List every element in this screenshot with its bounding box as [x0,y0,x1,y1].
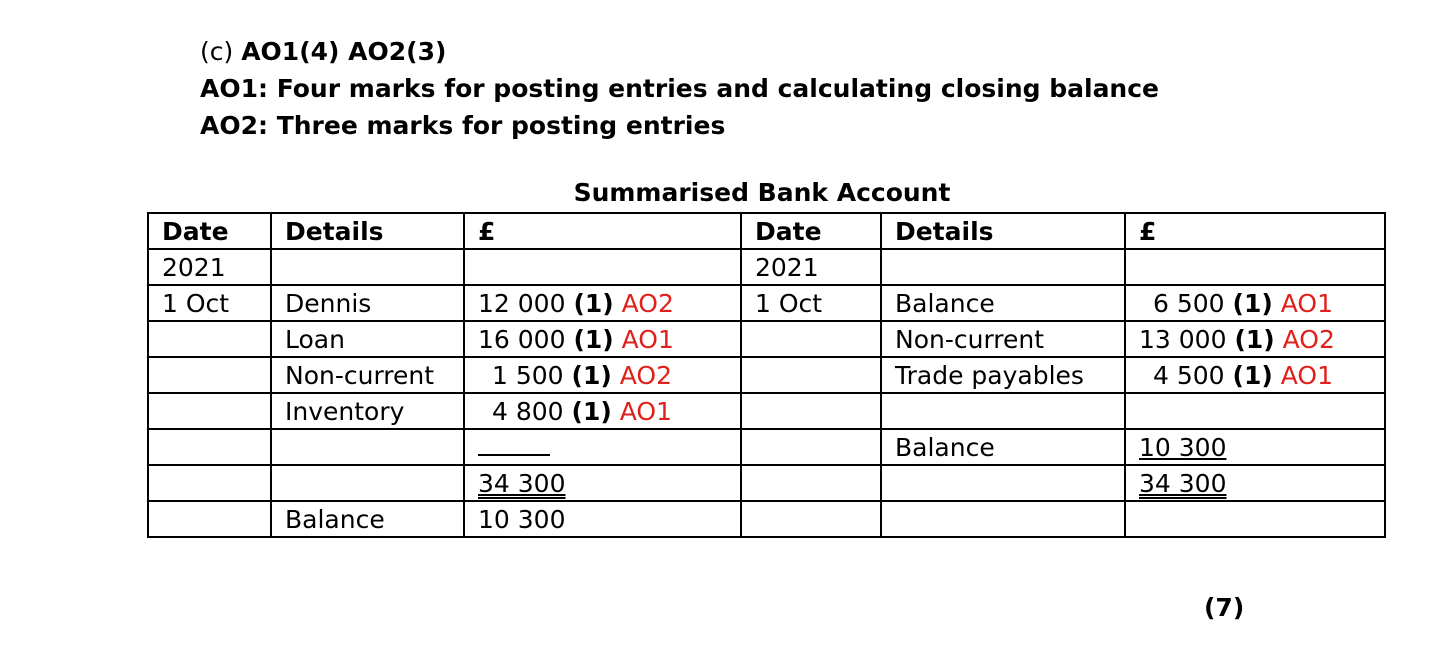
empty-cell [1125,501,1385,537]
empty-cell [1125,249,1385,285]
bank-account-table [147,212,1386,538]
debit-total: 34 300 [464,465,741,501]
header-date-credit: Date [741,213,881,249]
table-row [148,249,1385,285]
empty-cell [881,465,1125,501]
header-amount-credit: £ [1125,213,1385,249]
header-amount-debit: £ [464,213,741,249]
debit-year: 2021 [148,249,271,285]
credit-total: 34 300 [1125,465,1385,501]
debit-details: Non-current [271,357,464,393]
debit-details: Dennis [271,285,464,321]
table-row [148,393,1385,429]
table-row [148,357,1385,393]
debit-amount: 4 800 (1) AO1 [464,393,741,429]
ao-allocation: AO1(4) AO2(3) [241,37,447,66]
empty-cell [148,465,271,501]
empty-cell [741,393,881,429]
empty-cell [271,429,464,465]
debit-amount: 12 000 (1) AO2 [464,285,741,321]
debit-date: 1 Oct [148,285,271,321]
total-rule-line [478,434,550,456]
credit-amount: 4 500 (1) AO1 [1125,357,1385,393]
empty-cell [148,321,271,357]
table-row [148,285,1385,321]
empty-cell [271,465,464,501]
empty-cell [148,501,271,537]
credit-date: 1 Oct [741,285,881,321]
credit-year: 2021 [741,249,881,285]
empty-cell [148,429,271,465]
empty-cell [464,249,741,285]
debit-amount: 1 500 (1) AO2 [464,357,741,393]
table-caption: Summarised Bank Account [573,178,951,207]
credit-details: Trade payables [881,357,1125,393]
table-row [148,501,1385,537]
header-line-1 [200,33,1159,70]
empty-cell [741,357,881,393]
debit-balance-details: Balance [271,501,464,537]
debit-amount: 16 000 (1) AO1 [464,321,741,357]
empty-cell [741,321,881,357]
credit-closing-details: Balance [881,429,1125,465]
credit-amount: 13 000 (1) AO2 [1125,321,1385,357]
credit-amount: 6 500 (1) AO1 [1125,285,1385,321]
empty-cell [148,357,271,393]
debit-details: Loan [271,321,464,357]
debit-details: Inventory [271,393,464,429]
credit-closing-amount: 10 300 [1125,429,1385,465]
table-row [148,321,1385,357]
empty-cell [741,429,881,465]
credit-details: Non-current [881,321,1125,357]
header-details-debit: Details [271,213,464,249]
header-details-credit: Details [881,213,1125,249]
empty-cell [881,249,1125,285]
debit-subtotal-rule [464,429,741,465]
empty-cell [881,501,1125,537]
header-line-3: AO2: Three marks for posting entries [200,111,726,140]
empty-cell [741,465,881,501]
header-date-debit: Date [148,213,271,249]
empty-cell [741,501,881,537]
table-row [148,429,1385,465]
empty-cell [1125,393,1385,429]
debit-balance-amount: 10 300 [464,501,741,537]
empty-cell [148,393,271,429]
credit-details: Balance [881,285,1125,321]
header-line-2: AO1: Four marks for posting entries and calculating closing balance [200,74,1160,103]
table-row [148,465,1385,501]
empty-cell [881,393,1125,429]
table-header-row [148,213,1385,249]
marking-header [200,33,1159,144]
empty-cell [271,249,464,285]
question-part-label: (c) [200,37,242,66]
total-marks: (7) [1204,593,1245,622]
